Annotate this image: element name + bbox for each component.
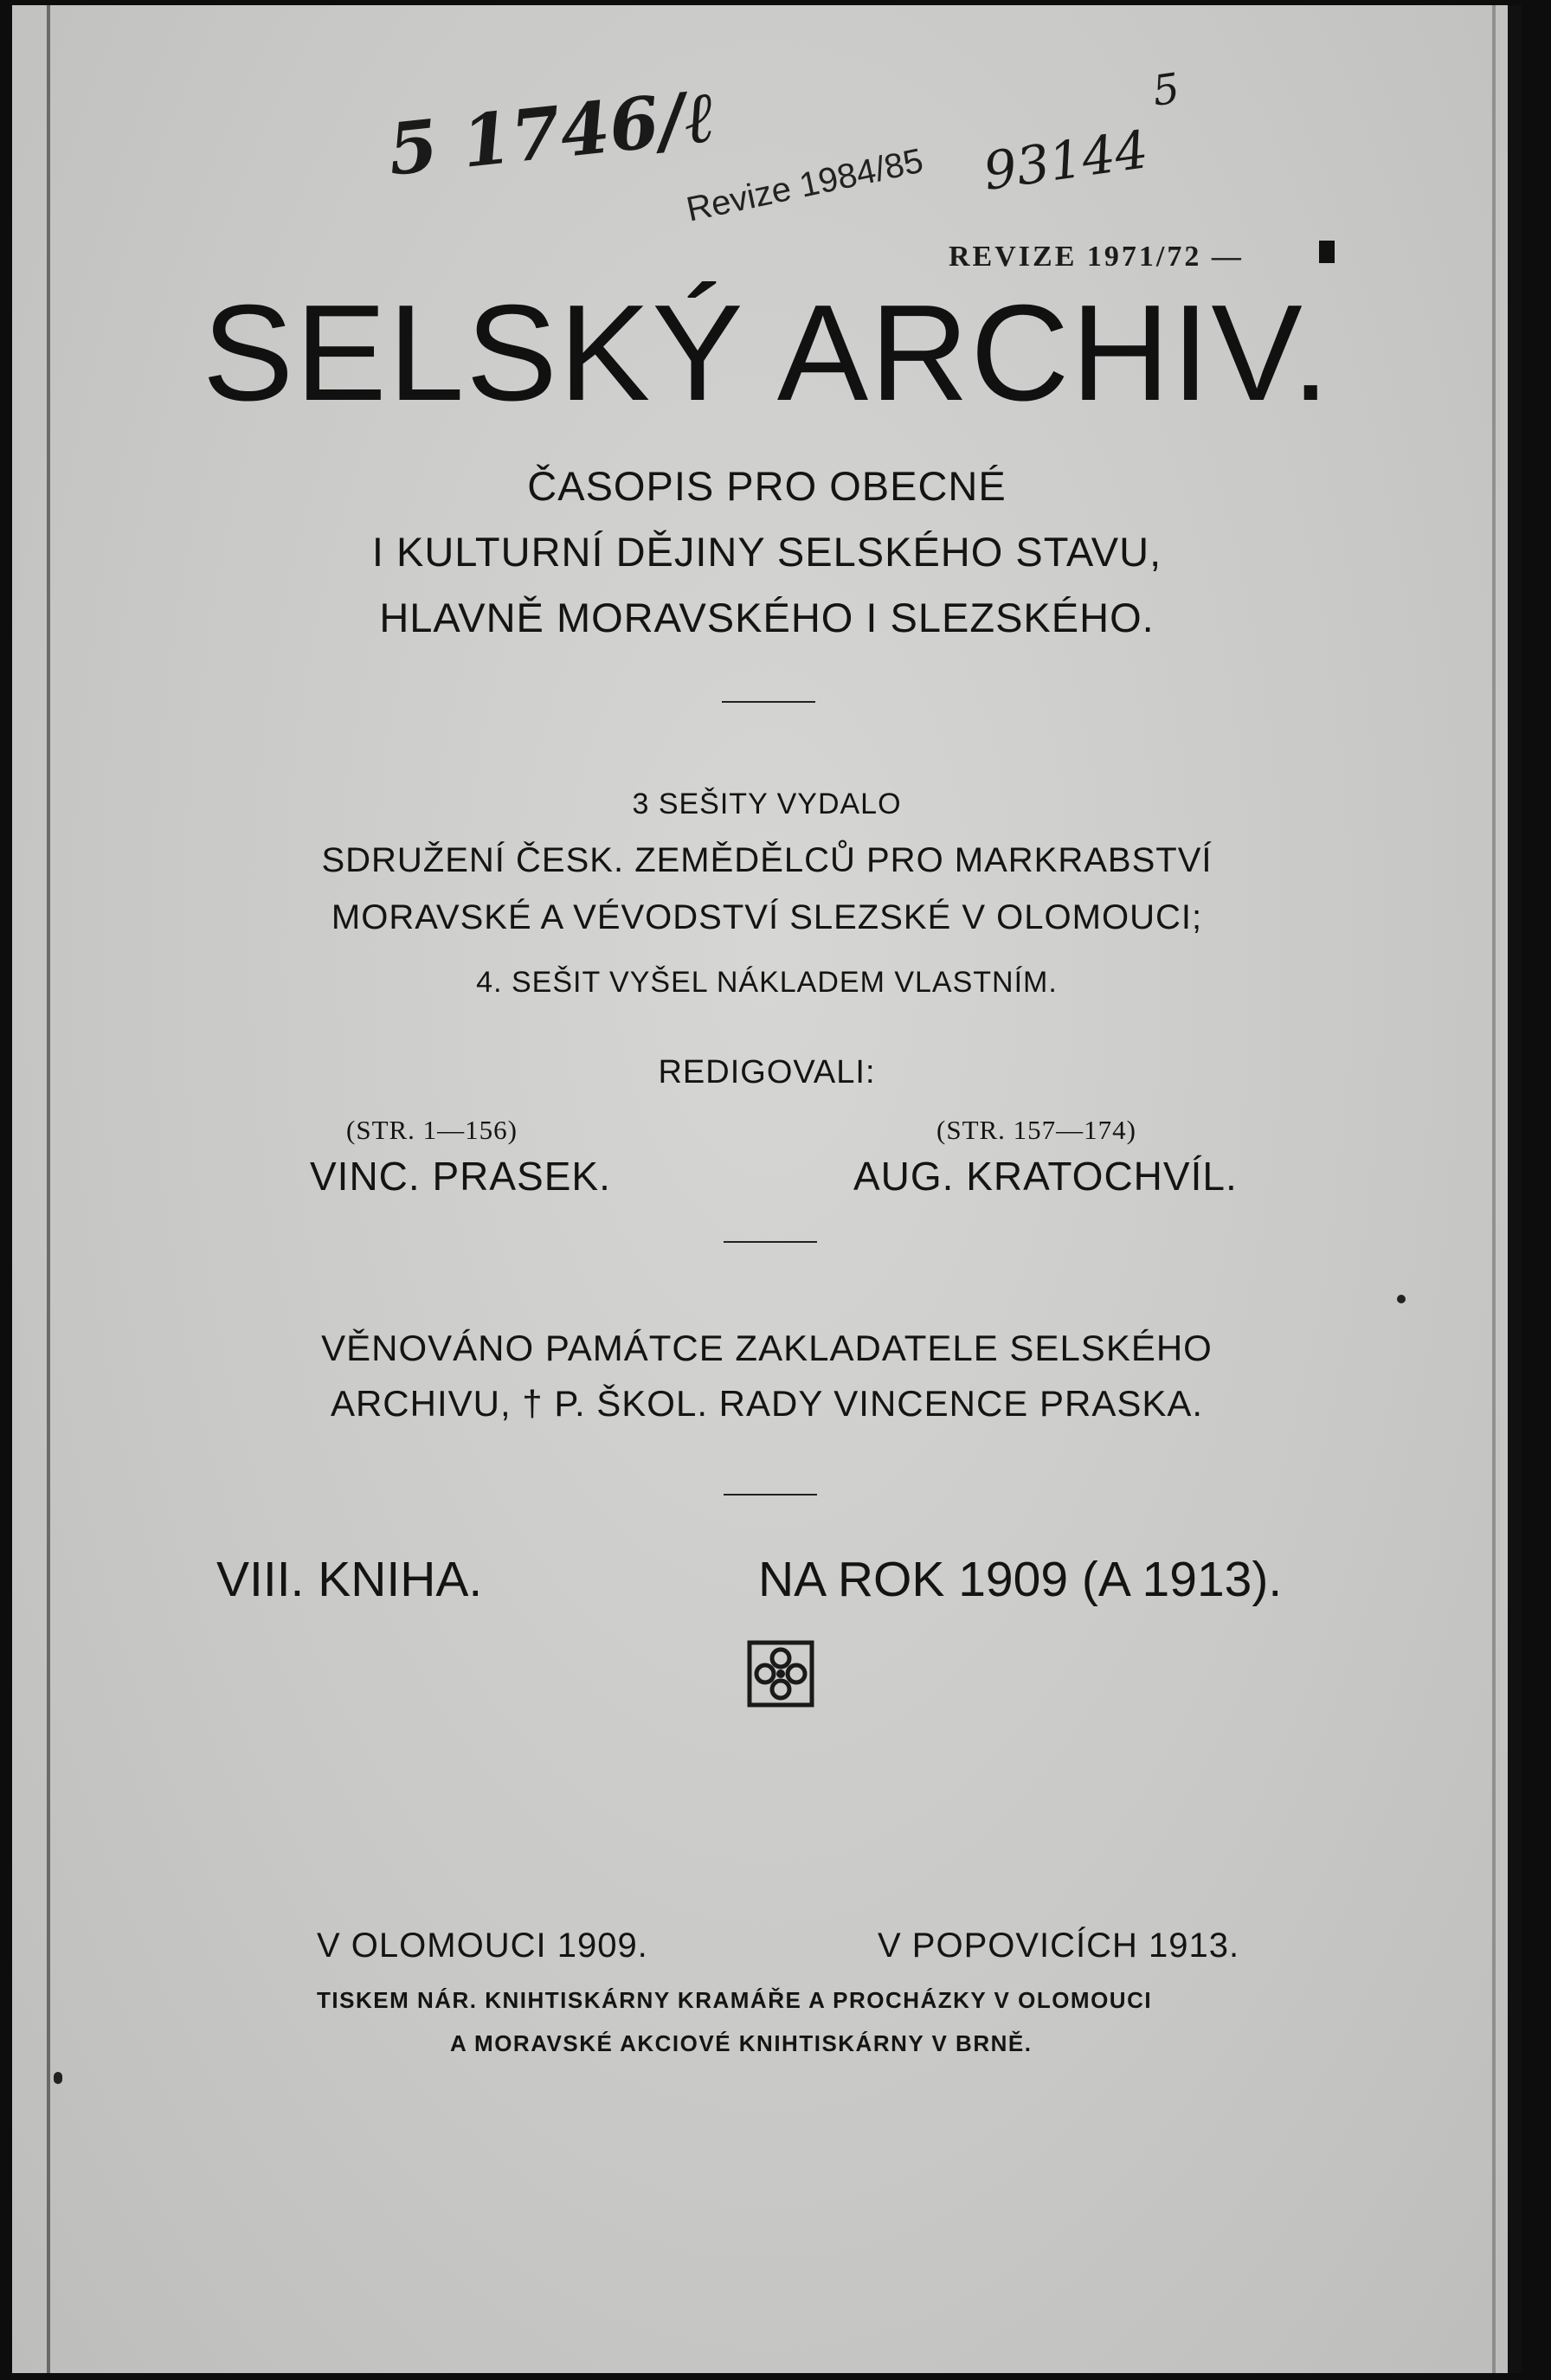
dedication-line-2: ARCHIVU, † P. ŠKOL. RADY VINCENCE PRASKA. — [330, 1383, 1204, 1424]
handwritten-number: 93144 — [980, 119, 1152, 203]
editor-left-pages: (STR. 1—156) — [346, 1115, 518, 1145]
dedication-line-1: VĚNOVÁNO PAMÁTCE ZAKLADATELE SELSKÉHO — [321, 1328, 1213, 1368]
editor-right-pages: (STR. 157—174) — [936, 1115, 1136, 1145]
editor-left-name: VINC. PRASEK. — [310, 1154, 611, 1199]
speck — [54, 2072, 62, 2084]
divider-1 — [722, 701, 815, 703]
revision-stamp-1984: Revize 1984/85 — [683, 141, 927, 229]
imprint-place-right: V POPOVICÍCH 1913. — [878, 1927, 1240, 1965]
speck — [1397, 1295, 1406, 1303]
printer-ornament-icon — [746, 1639, 815, 1708]
publisher-line-4: 4. SEŠIT VYŠEL NÁKLADEM VLASTNÍM. — [476, 966, 1058, 999]
publisher-line-1: 3 SEŠITY VYDALO — [632, 788, 902, 820]
subtitle-line-1: ČASOPIS PRO OBECNÉ — [527, 463, 1007, 509]
handwritten-shelfmark: 5 1746/ℓ — [383, 74, 719, 192]
divider-2 — [724, 1241, 817, 1243]
publisher-line-3: MORAVSKÉ A VÉVODSTVÍ SLEZSKÉ V OLOMOUCI; — [331, 898, 1203, 936]
publisher-line-2: SDRUŽENÍ ČESK. ZEMĚDĚLCŮ PRO MARKRABSTVÍ — [321, 841, 1213, 879]
subtitle-line-2: I KULTURNÍ DĚJINY SELSKÉHO STAVU, — [371, 529, 1162, 575]
printer-line-1: TISKEM NÁR. KNIHTISKÁRNY KRAMÁŘE A PROCHÁZKY V OLOMOUCI — [317, 1987, 1153, 2013]
editor-right-name: AUG. KRATOCHVÍL. — [853, 1154, 1238, 1199]
handwritten-superscript: 5 — [1149, 64, 1183, 116]
subtitle-line-3: HLAVNĚ MORAVSKÉHO I SLEZSKÉHO. — [379, 595, 1155, 640]
stamp-mark — [1319, 241, 1335, 263]
divider-3 — [724, 1494, 817, 1496]
editors-heading: REDIGOVALI: — [658, 1054, 876, 1090]
journal-title: SELSKÝ ARCHIV. — [202, 277, 1332, 429]
volume-book: VIII. KNIHA. — [216, 1552, 483, 1607]
volume-year: NA ROK 1909 (A 1913). — [758, 1552, 1283, 1607]
imprint-place-left: V OLOMOUCI 1909. — [317, 1927, 648, 1965]
revision-stamp-1971: REVIZE 1971/72 — — [949, 241, 1244, 273]
printer-line-2: A MORAVSKÉ AKCIOVÉ KNIHTISKÁRNY V BRNĚ. — [450, 2030, 1033, 2056]
title-page — [12, 5, 1522, 2373]
